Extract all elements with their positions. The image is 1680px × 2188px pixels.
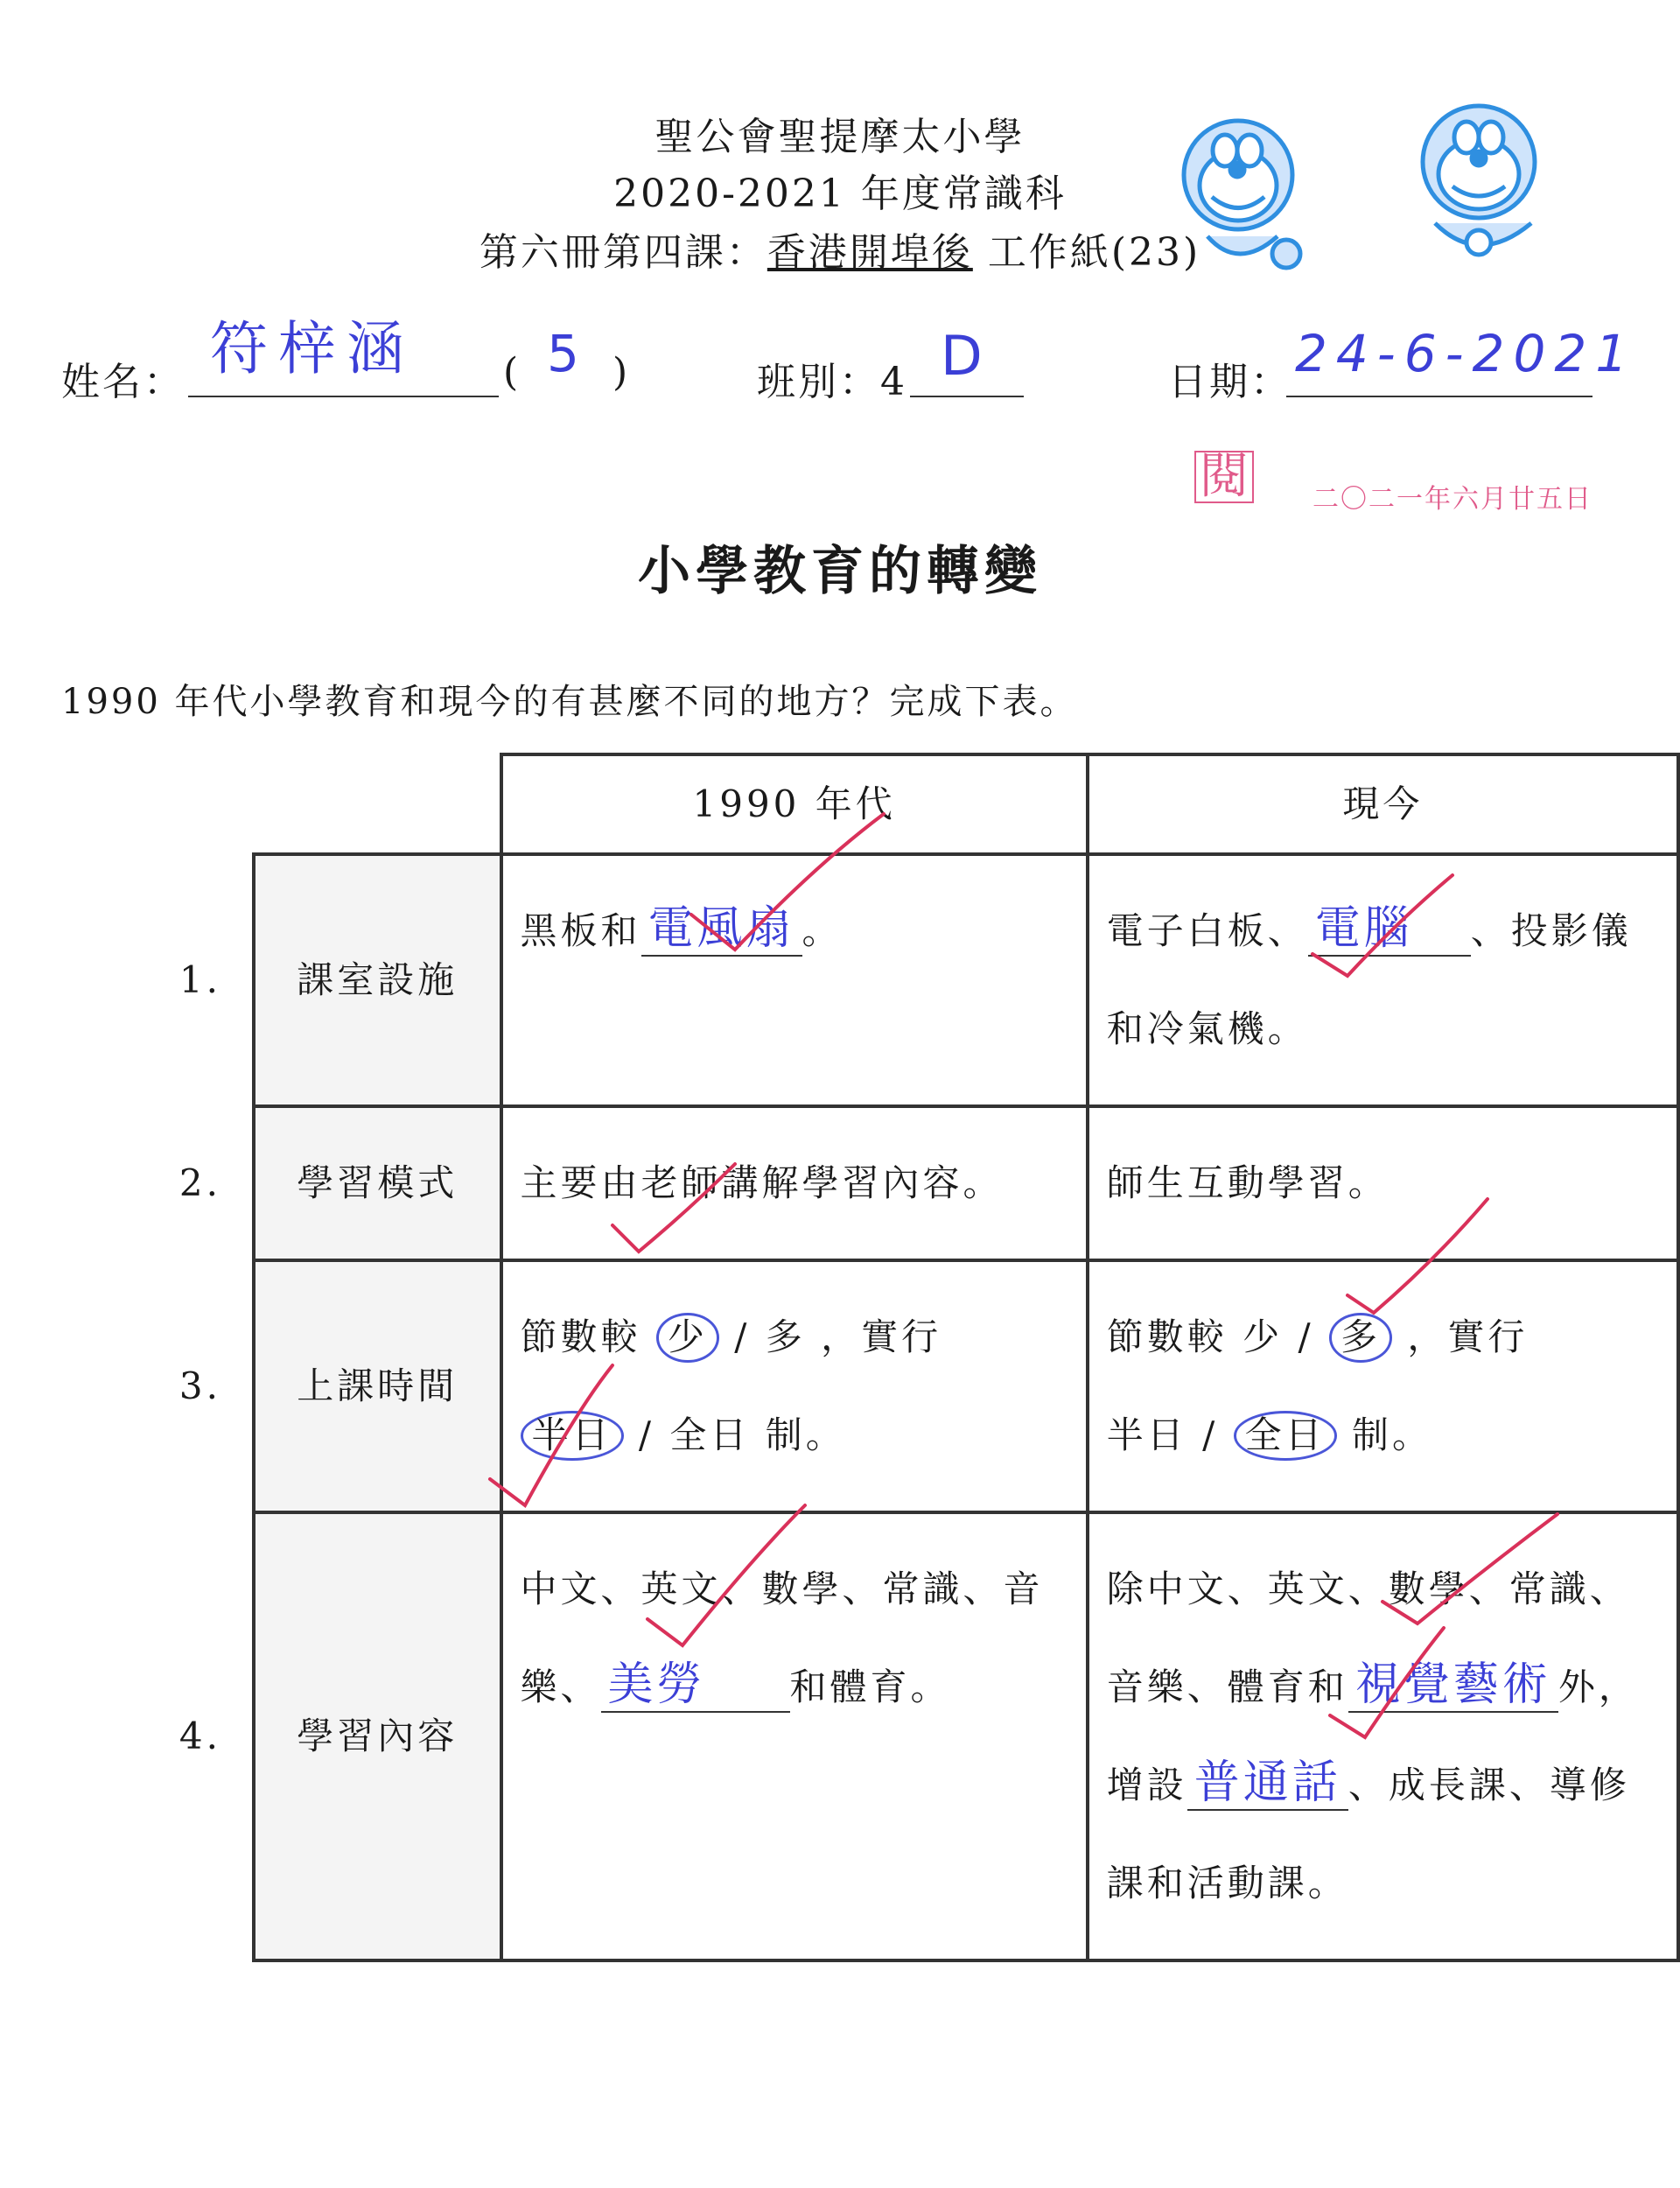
class-value: D: [941, 324, 983, 388]
name-underline: [188, 396, 499, 397]
date-value: 24-6-2021: [1295, 324, 1637, 383]
column-header-1990: 1990 年代: [501, 754, 1088, 854]
cell-text: ，實行: [1407, 1315, 1529, 1359]
worksheet-label: 工作紙(23): [972, 230, 1201, 275]
answer-blank: 視覺藝術: [1348, 1660, 1558, 1712]
school-name: 聖公會聖提摩太小學: [654, 115, 1026, 159]
cell-1990: [501, 1512, 1088, 1960]
date-label: 日期：: [1168, 360, 1292, 404]
circled-option: 全日: [1234, 1411, 1337, 1460]
cell-text: 外，增設: [1106, 1666, 1639, 1807]
lesson-prefix: 第六冊第四課：: [479, 230, 767, 275]
comparison-table: [149, 753, 1680, 1962]
answer-blank: 美勞: [601, 1660, 790, 1712]
cell-text: 除中文、英文、數學、常識、音樂、體育和: [1106, 1567, 1630, 1709]
answer-blank: 電腦: [1308, 904, 1471, 956]
blank-cell: [149, 754, 254, 854]
cell-text: 、成長課、導修課和活動課。: [1106, 1764, 1630, 1905]
cell-now: [1088, 1512, 1678, 1960]
option-separator: /: [1298, 1315, 1314, 1359]
date-underline: [1286, 396, 1592, 397]
answer-blank: 普通話: [1187, 1758, 1348, 1810]
cell-1990: 主要由老師講解學習內容。: [501, 1106, 1088, 1260]
option: 全日: [669, 1413, 751, 1457]
cell-text: ，實行: [821, 1315, 942, 1359]
teacher-mark-date: 二〇二一年六月廿五日: [1312, 484, 1592, 515]
table-row: [149, 1260, 1678, 1512]
instruction-text: 1990 年代小學教育和現今的有甚麼不同的地方？完成下表。: [61, 682, 1078, 722]
cell-text: 制。: [765, 1413, 846, 1457]
cell-1990: [501, 1260, 1088, 1512]
cell-now: 師生互動學習。: [1088, 1106, 1678, 1260]
class-no-open: (: [503, 350, 519, 395]
cell-text: 節數較: [1106, 1315, 1228, 1359]
cell-text: 和體育。: [789, 1666, 951, 1709]
cell-text: 節數較: [520, 1315, 641, 1359]
table-row: [149, 1512, 1678, 1960]
option-separator: /: [734, 1315, 751, 1359]
row-topic: 學習模式: [254, 1106, 501, 1260]
cell-text: 制。: [1352, 1413, 1433, 1457]
option-separator: /: [1202, 1413, 1219, 1457]
row-topic: 課室設施: [254, 854, 501, 1106]
class-no-close: ): [612, 350, 628, 395]
option: 少: [1242, 1315, 1284, 1359]
column-header-now: 現今: [1088, 754, 1678, 854]
answer-blank: 電風扇: [641, 904, 802, 956]
option: 多: [765, 1315, 806, 1359]
class-label: 班別：4: [757, 360, 907, 404]
blank-cell: [254, 754, 501, 854]
class-underline: [910, 396, 1024, 397]
cell-text: 電子白板、: [1106, 909, 1308, 953]
cell-text: 中文、英文、數學、常識、音樂、: [520, 1567, 1044, 1709]
cell-1990: [501, 854, 1088, 1106]
academic-year: 2020-2021 年度常識科: [613, 172, 1067, 216]
doraemon-stamp-icon: [1391, 92, 1566, 276]
circled-option: 半日: [521, 1411, 624, 1460]
doraemon-stamp-icon: [1155, 105, 1330, 280]
row-number: 2.: [178, 1161, 221, 1205]
row-topic: 學習內容: [254, 1512, 501, 1960]
table-header-row: [149, 754, 1678, 854]
class-no-value: 5: [547, 324, 579, 383]
table-row: [149, 1106, 1678, 1260]
teacher-initial-stamp: 閱: [1194, 451, 1254, 503]
cell-text: 黑板和: [520, 909, 641, 953]
cell-now: [1088, 1260, 1678, 1512]
cell-now: [1088, 854, 1678, 1106]
row-number: 4.: [178, 1715, 221, 1758]
circled-option: 少: [656, 1313, 719, 1362]
name-value: 符梓涵: [210, 315, 415, 382]
lesson-topic: 香港開埠後: [766, 230, 973, 275]
option-separator: /: [638, 1413, 655, 1457]
circled-option: 多: [1329, 1313, 1392, 1362]
option: 半日: [1106, 1413, 1187, 1457]
name-label: 姓名：: [61, 360, 185, 404]
cell-text: 、投影儀和冷氣機。: [1106, 909, 1632, 1051]
row-number: 1.: [178, 958, 221, 1002]
row-topic: 上課時間: [254, 1260, 501, 1512]
table-row: [149, 854, 1678, 1106]
row-number: 3.: [178, 1364, 221, 1408]
worksheet-title: 小學教育的轉變: [638, 541, 1042, 602]
cell-text: 。: [802, 909, 843, 953]
